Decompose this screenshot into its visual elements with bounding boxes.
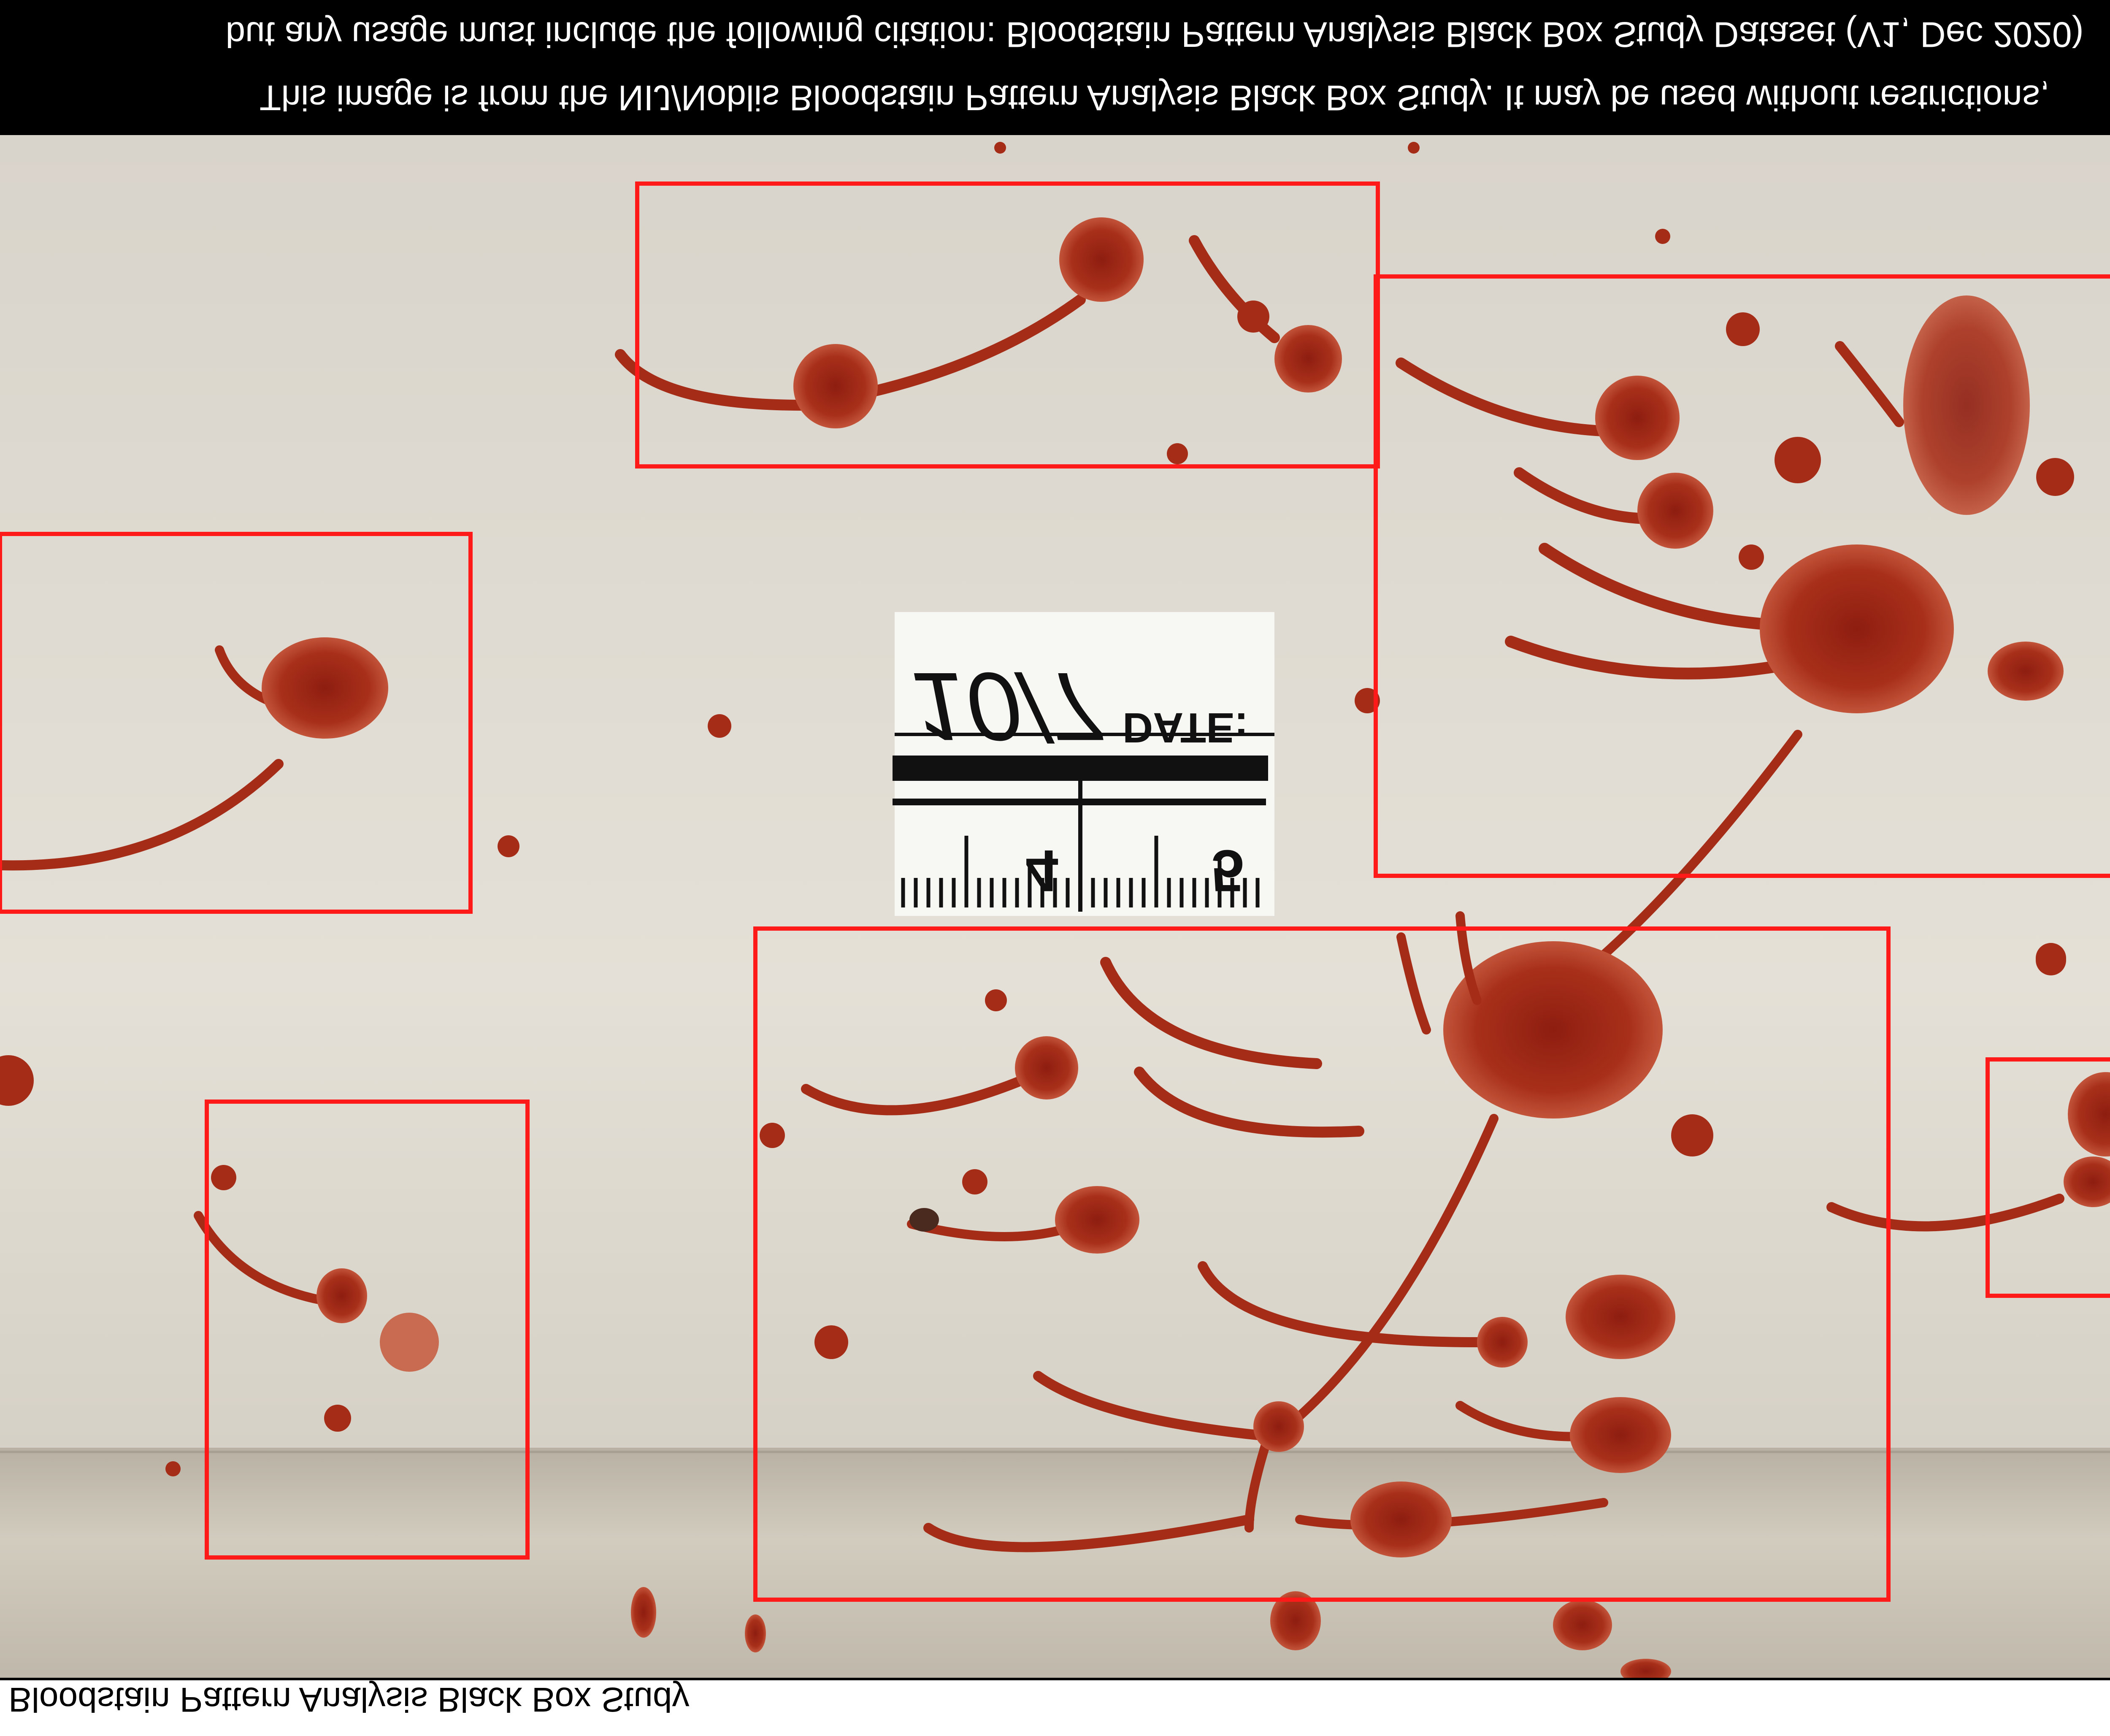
scale-handwritten-date: 10/7 [912, 653, 1101, 761]
baseboard-trim [0, 1448, 2110, 1680]
scale-card [893, 612, 1274, 916]
footer-study-name: Bloodstain Pattern Analysis Black Box Study [8, 1680, 690, 1719]
header-usage-line: This image is from the NIJ/Noblis Bloodstain Pattern Analysis Black Box Study. It may be used without restrictions, [259, 78, 2050, 118]
ruler-label-5: 5 [1211, 838, 1244, 904]
scale-date-label: DATE: [1123, 704, 1249, 751]
ruler-label-4: 4 [1025, 838, 1058, 904]
header-citation-line: but any usage must include the following citation: Bloodstain Pattern Analysis Black Box Study Dataset (V1, Dec 2020) [225, 15, 2084, 54]
